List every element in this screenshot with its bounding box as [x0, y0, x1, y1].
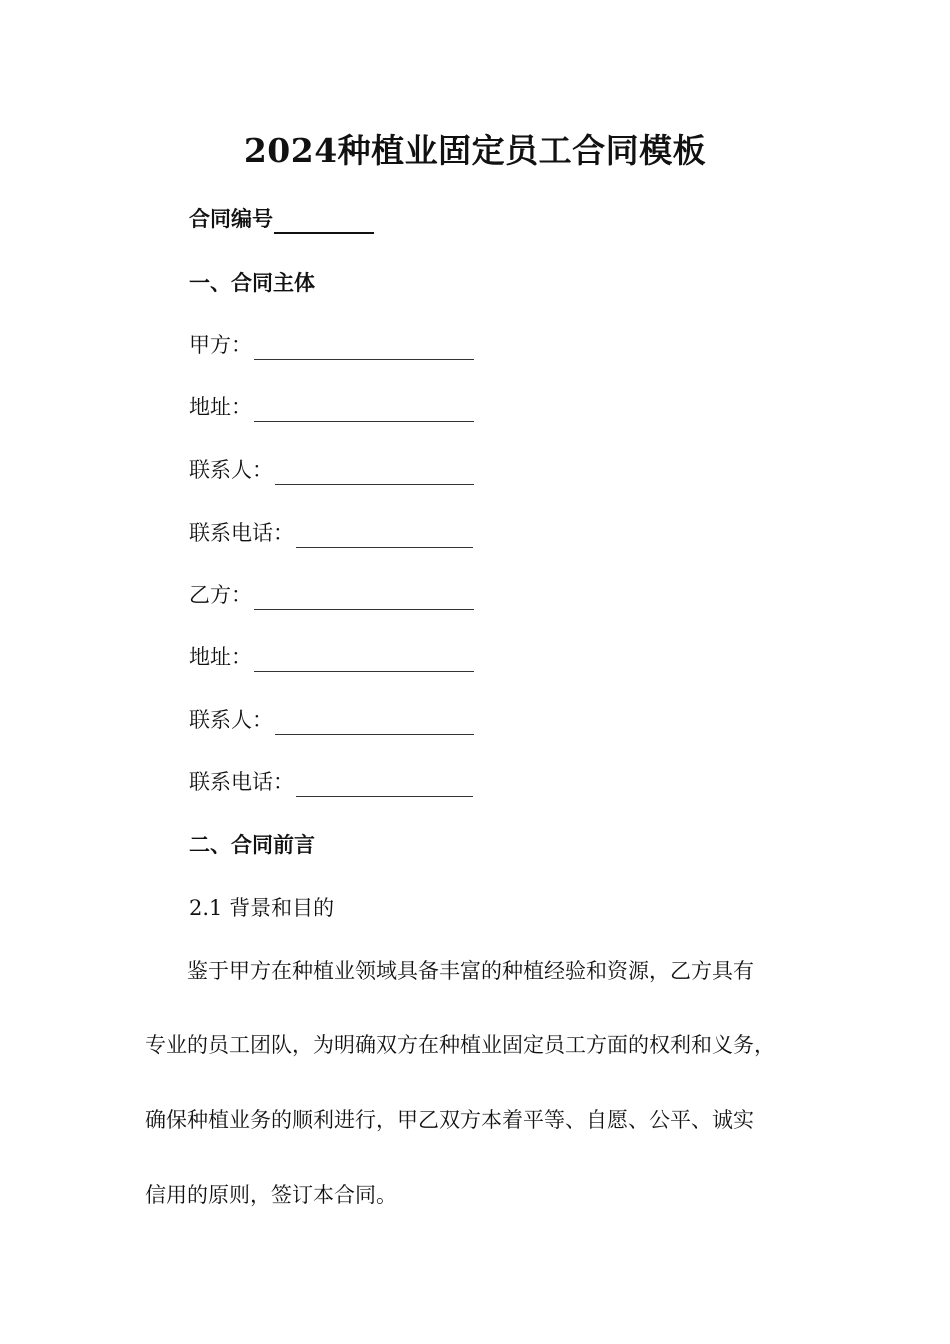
- party-b-address-label: 地址：: [189, 645, 252, 669]
- party-a-address-blank[interactable]: [254, 399, 474, 422]
- party-a-name-blank[interactable]: [254, 337, 474, 360]
- party-b-name-blank[interactable]: [254, 587, 474, 610]
- paragraph-line-4: 信用的原则，签订本合同。: [145, 1183, 397, 1207]
- contract-number-row: [189, 204, 374, 234]
- party-b-contact-label: 联系人：: [189, 708, 273, 732]
- party-b-address-row: [189, 642, 474, 672]
- party-a-name-row: [189, 330, 474, 360]
- party-b-contact-row: [189, 705, 474, 735]
- section-1-heading: 一、合同主体: [189, 270, 315, 295]
- paragraph-line-1: 鉴于甲方在种植业领域具备丰富的种植经验和资源，乙方具有: [145, 959, 754, 983]
- document-title: 2024种植业固定员工合同模板: [243, 131, 707, 170]
- party-a-address-row: [189, 392, 474, 422]
- paragraph-line-3: 确保种植业务的顺利进行，甲乙双方本着平等、自愿、公平、诚实: [145, 1108, 754, 1132]
- subsection-2-1-heading: 2.1 背景和目的: [189, 896, 335, 920]
- party-b-phone-label: 联系电话：: [189, 770, 294, 794]
- party-a-contact-row: [189, 455, 474, 485]
- party-b-contact-blank[interactable]: [275, 712, 474, 735]
- party-a-name-label: 甲方：: [189, 333, 252, 357]
- party-a-phone-label: 联系电话：: [189, 521, 294, 545]
- party-a-contact-blank[interactable]: [275, 462, 474, 485]
- party-a-phone-blank[interactable]: [296, 525, 473, 548]
- party-b-phone-blank[interactable]: [296, 774, 473, 797]
- section-2-heading: 二、合同前言: [189, 832, 315, 857]
- party-a-phone-row: [189, 518, 473, 548]
- party-a-address-label: 地址：: [189, 395, 252, 419]
- party-b-phone-row: [189, 767, 473, 797]
- party-b-address-blank[interactable]: [254, 649, 474, 672]
- contract-number-label: 合同编号: [189, 206, 273, 231]
- paragraph-line-2: 专业的员工团队，为明确双方在种植业固定员工方面的权利和义务，: [145, 1033, 775, 1057]
- party-b-name-label: 乙方：: [189, 583, 252, 607]
- party-b-name-row: [189, 580, 474, 610]
- party-a-contact-label: 联系人：: [189, 458, 273, 482]
- contract-number-blank[interactable]: [274, 210, 374, 234]
